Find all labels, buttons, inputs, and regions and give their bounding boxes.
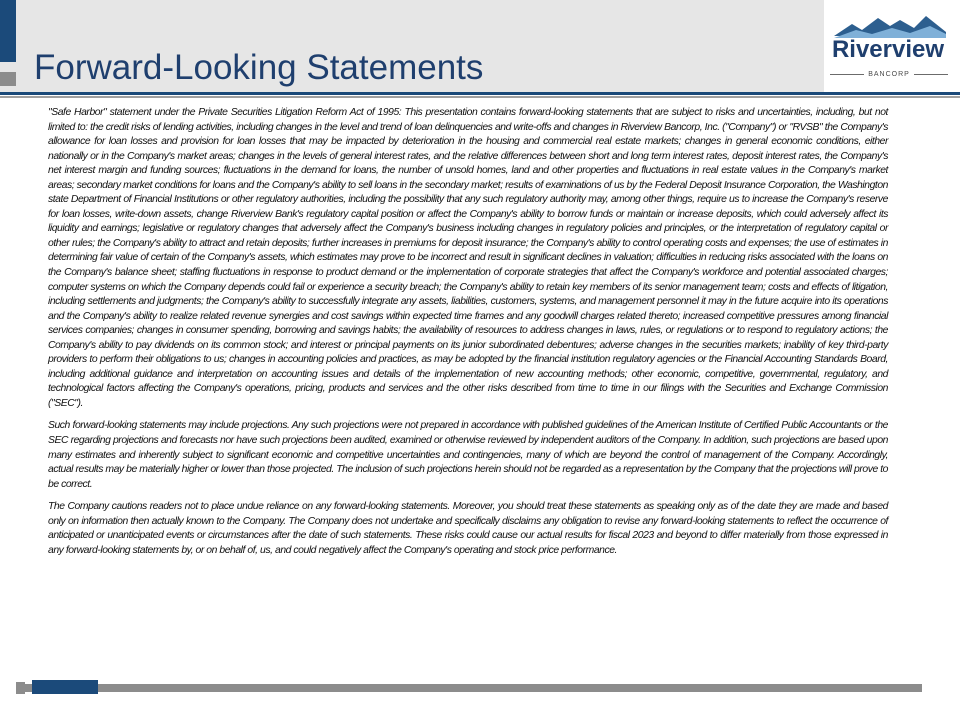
header-rule <box>0 92 960 95</box>
footer-square <box>16 682 25 694</box>
logo-subtitle-row <box>830 68 948 80</box>
logo-wordmark: Riverview <box>831 36 945 63</box>
page-title: Forward-Looking Statements <box>34 48 484 87</box>
footer-bar <box>16 684 922 692</box>
header-accent-square <box>0 72 16 86</box>
projections-paragraph: Such forward-looking statements may include projections. Any such projections were not prepared in accordance with published guidelines of the American Institute of Certified Public Accountants or the SEC regarding projections and forecasts nor have such projections been audited, examined or otherwise reviewed by independent auditors of the Company. In addition, such projections are based upon many estimates and inherently subject to significant economic and competitive uncertainties and contingencies, many of which are beyond the control of management of the Company. Accordingly, actual results may be materially higher or lower than those projected. The inclusion of such projections herein should not be regarded as a representation by the Company that the projections will prove to be correct. <box>48 420 888 490</box>
company-logo <box>826 12 954 84</box>
header-accent-bar <box>0 0 16 62</box>
statement-body <box>48 106 888 566</box>
caution-paragraph: The Company cautions readers not to place undue reliance on any forward-looking statements. Moreover, you should treat these statements as speaking only as of the date they are made and based only on information then actually known to the Company. The Company does not undertake and specifically disclaims any obligation to revise any forward-looking statements to reflect the occurrence of anticipated or unanticipated events or circumstances after the date of such statements. These risks could cause our actual results for fiscal 2023 and beyond to differ materially from those expressed in any forward-looking statements by, or on behalf of, us, and could negatively affect the Company's operating and stock price performance. <box>48 501 888 556</box>
logo-divider-right <box>914 74 948 75</box>
footer-accent <box>32 680 98 694</box>
logo-divider-left <box>830 74 864 75</box>
header-rule-secondary <box>0 96 960 98</box>
logo-subtitle: BANCORP <box>868 70 910 78</box>
safe-harbor-paragraph: "Safe Harbor" statement under the Private Securities Litigation Reform Act of 1995: This presentation contains forward-looking statements that are subject to risks and uncertainties, including, but not limited to: the credit risks of lending activities, including changes in the level and trend of loan delinquencies and write-offs and changes in Riverview Bancorp, Inc. ("Company") or "RVSB" the Company's allowance for loan losses and provision for loan losses that may be impacted by deterioration in the housing and commercial real estate markets; changes in general economic conditions, either nationally or in the Company's market areas; changes in the levels of general interest rates, and the relative differences between short and long term interest rates, deposit interest rates, the Company's net interest margin and funding sources; fluctuations in the demand for loans, the number of unsold homes, land and other properties and fluctuations in real estate values in the Company's market areas; secondary market conditions for loans and the Company's ability to sell loans in the secondary market; results of examinations of us by the Federal Deposit Insurance Corporation, the Washington state Department of Financial Institutions or other regulatory authorities, including the possibility that any such regulatory authority may, among other things, require us to increase the Company's reserve for loan losses, write-down assets, change Riverview Bank's regulatory capital position or affect the Company's ability to borrow funds or maintain or increase deposits, which could adversely affect its liquidity and earnings; legislative or regulatory changes that adversely affect the Company's business including changes in regulatory policies and principles, or the interpretation of regulatory capital or other rules; the Company's ability to attract and retain deposits; further increases in premiums for deposit insurance; the Company's ability to control operating costs and expenses; the use of estimates in determining fair value of certain of the Company's assets, which estimates may prove to be incorrect and result in significant declines in valuation; difficulties in reducing risks associated with the loans on the Company's balance sheet; staffing fluctuations in response to product demand or the implementation of corporate strategies that affect the Company's workforce and potential associated charges; computer systems on which the Company depends could fail or experience a security breach; the Company's ability to retain key members of its senior management team; costs and effects of litigation, including settlements and judgments; the Company's ability to successfully integrate any assets, liabilities, customers, systems, and management personnel it may in the future acquire into its operations and the Company's ability to realize related revenue synergies and cost savings within expected time frames and any goodwill charges related thereto; increased competitive pressures among financial services companies; changes in consumer spending, borrowing and savings habits; the availability of resources to address changes in laws, rules, or regulations or to respond to regulatory actions; the Company's ability to pay dividends on its common stock; and interest or principal payments on its junior subordinated debentures; adverse changes in the securities markets; inability of key third-party providers to perform their obligations to us; changes in accounting policies and practices, as may be adopted by the financial institution regulatory agencies or the Financial Accounting Standards Board, including additional guidance and interpretation on accounting issues and details of the implementation of new accounting methods; other economic, competitive, governmental, regulatory, and technological factors affecting the Company's operations, pricing, products and services and the other risks described from time to time in our filings with the Securities and Exchange Commission ("SEC"). <box>48 107 888 409</box>
